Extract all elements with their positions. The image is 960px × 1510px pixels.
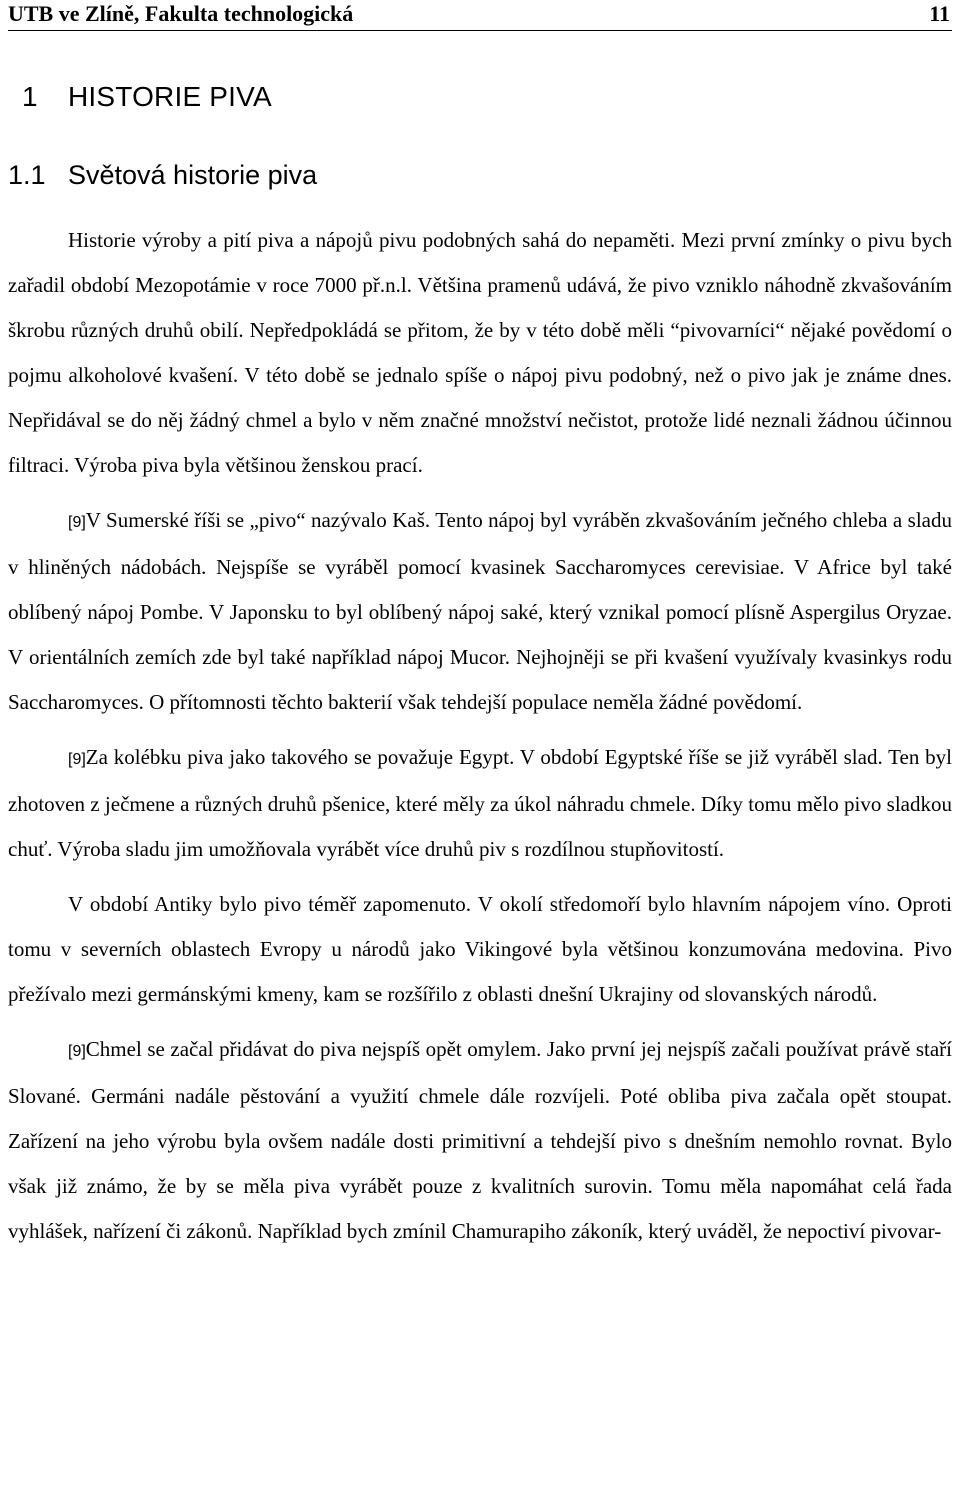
paragraph-text: Chmel se začal přidávat do piva nejspíš opět omylem. Jako první jej nejspíš začali používat právě staří Slované. Germáni nadále pěstování a využití chmele dále rozvíjeli. Poté obliba piva začala opět stoupat. Zařízení na jeho výrobu byla ovšem nadále dosti primitivní a tehdejší pivo s dnešním nemohlo rovnat. Bylo však již známo, že by se měla piva vyrábět pouze z kvalitních surovin. Tomu měla napomáhat celá řada vyhlášek, nařízení či zákonů. Například bych zmínil Chamurapiho zákoník, který uváděl, že nepoctiví pivovar- — [8, 1037, 952, 1243]
paragraph — [8, 735, 952, 872]
citation-reference: [9] — [68, 751, 86, 768]
paragraph-text: Historie výroby a pití piva a nápojů pivu podobných sahá do nepaměti. Mezi první zmínky o pivu bych zařadil období Mezopotámie v roce 7000 př.n.l. Většina pramenů udává, že pivo vzniklo náhodně zkvašováním škrobu různých druhů obilí. Nepředpokládá se přitom, že by v této době měli “pivovarníci“ nějaké povědomí o pojmu alkoholové kvašení. V této době se jednalo spíše o nápoj pivu podobný, než o pivo jak je známe dnes. Nepřidával se do něj žádný chmel a bylo v něm značné množství nečistot, protože lidé neznali žádnou účinnou filtraci. Výroba piva byla většinou ženskou prací. — [8, 228, 952, 477]
paragraph — [8, 498, 952, 725]
section-heading — [8, 158, 317, 192]
chapter-heading — [22, 80, 272, 114]
paragraph-text: V období Antiky bylo pivo téměř zapomenuto. V okolí středomoří bylo hlavním nápojem víno. Oproti tomu v severních oblastech Evropy u národů jako Vikingové byla většinou konzumována medovina. Pivo přežívalo mezi germánskými kmeny, kam se rozšířilo z oblasti dnešní Ukrajiny od slovanských národů. — [8, 892, 952, 1006]
paragraph-text: Za kolébku piva jako takového se považuje Egypt. V období Egyptské říše se již vyráběl slad. Ten byl zhotoven z ječmene a různých druhů pšenice, které měly za úkol náhradu chmele. Díky tomu mělo pivo sladkou chuť. Výroba sladu jim umožňovala vyrábět více druhů piv s rozdílnou stupňovitostí. — [8, 745, 952, 861]
paragraph — [8, 1027, 952, 1254]
paragraph — [8, 218, 952, 488]
chapter-number: 1 — [22, 81, 38, 112]
section-title: Světová historie piva — [68, 160, 318, 190]
page-number: 11 — [929, 1, 950, 26]
chapter-title: HISTORIE PIVA — [68, 81, 272, 112]
page-header — [8, 0, 952, 31]
section-number: 1.1 — [8, 160, 46, 190]
citation-reference: [9] — [68, 1043, 86, 1060]
body-text — [8, 218, 952, 1254]
paragraph-text: V Sumerské říši se „pivo“ nazývalo Kaš. Tento nápoj byl vyráběn zkvašováním ječného chleba a sladu v hliněných nádobách. Nejspíše se vyráběl pomocí kvasinek Saccharomyces cerevisiae. V Africe byl také oblíbený nápoj Pombe. V Japonsku to byl oblíbený nápoj saké, který vznikal pomocí plísně Aspergilus Oryzae. V orientálních zemích zde byl také například nápoj Mucor. Nejhojněji se při kvašení využívaly kvasinkys rodu Saccharomyces. O přítomnosti těchto bakterií však tehdejší populace neměla žádné povědomí. — [8, 508, 952, 714]
paragraph — [8, 882, 952, 1017]
citation-reference: [9] — [68, 514, 86, 531]
running-header-title: UTB ve Zlíně, Fakulta technologická — [8, 1, 354, 26]
